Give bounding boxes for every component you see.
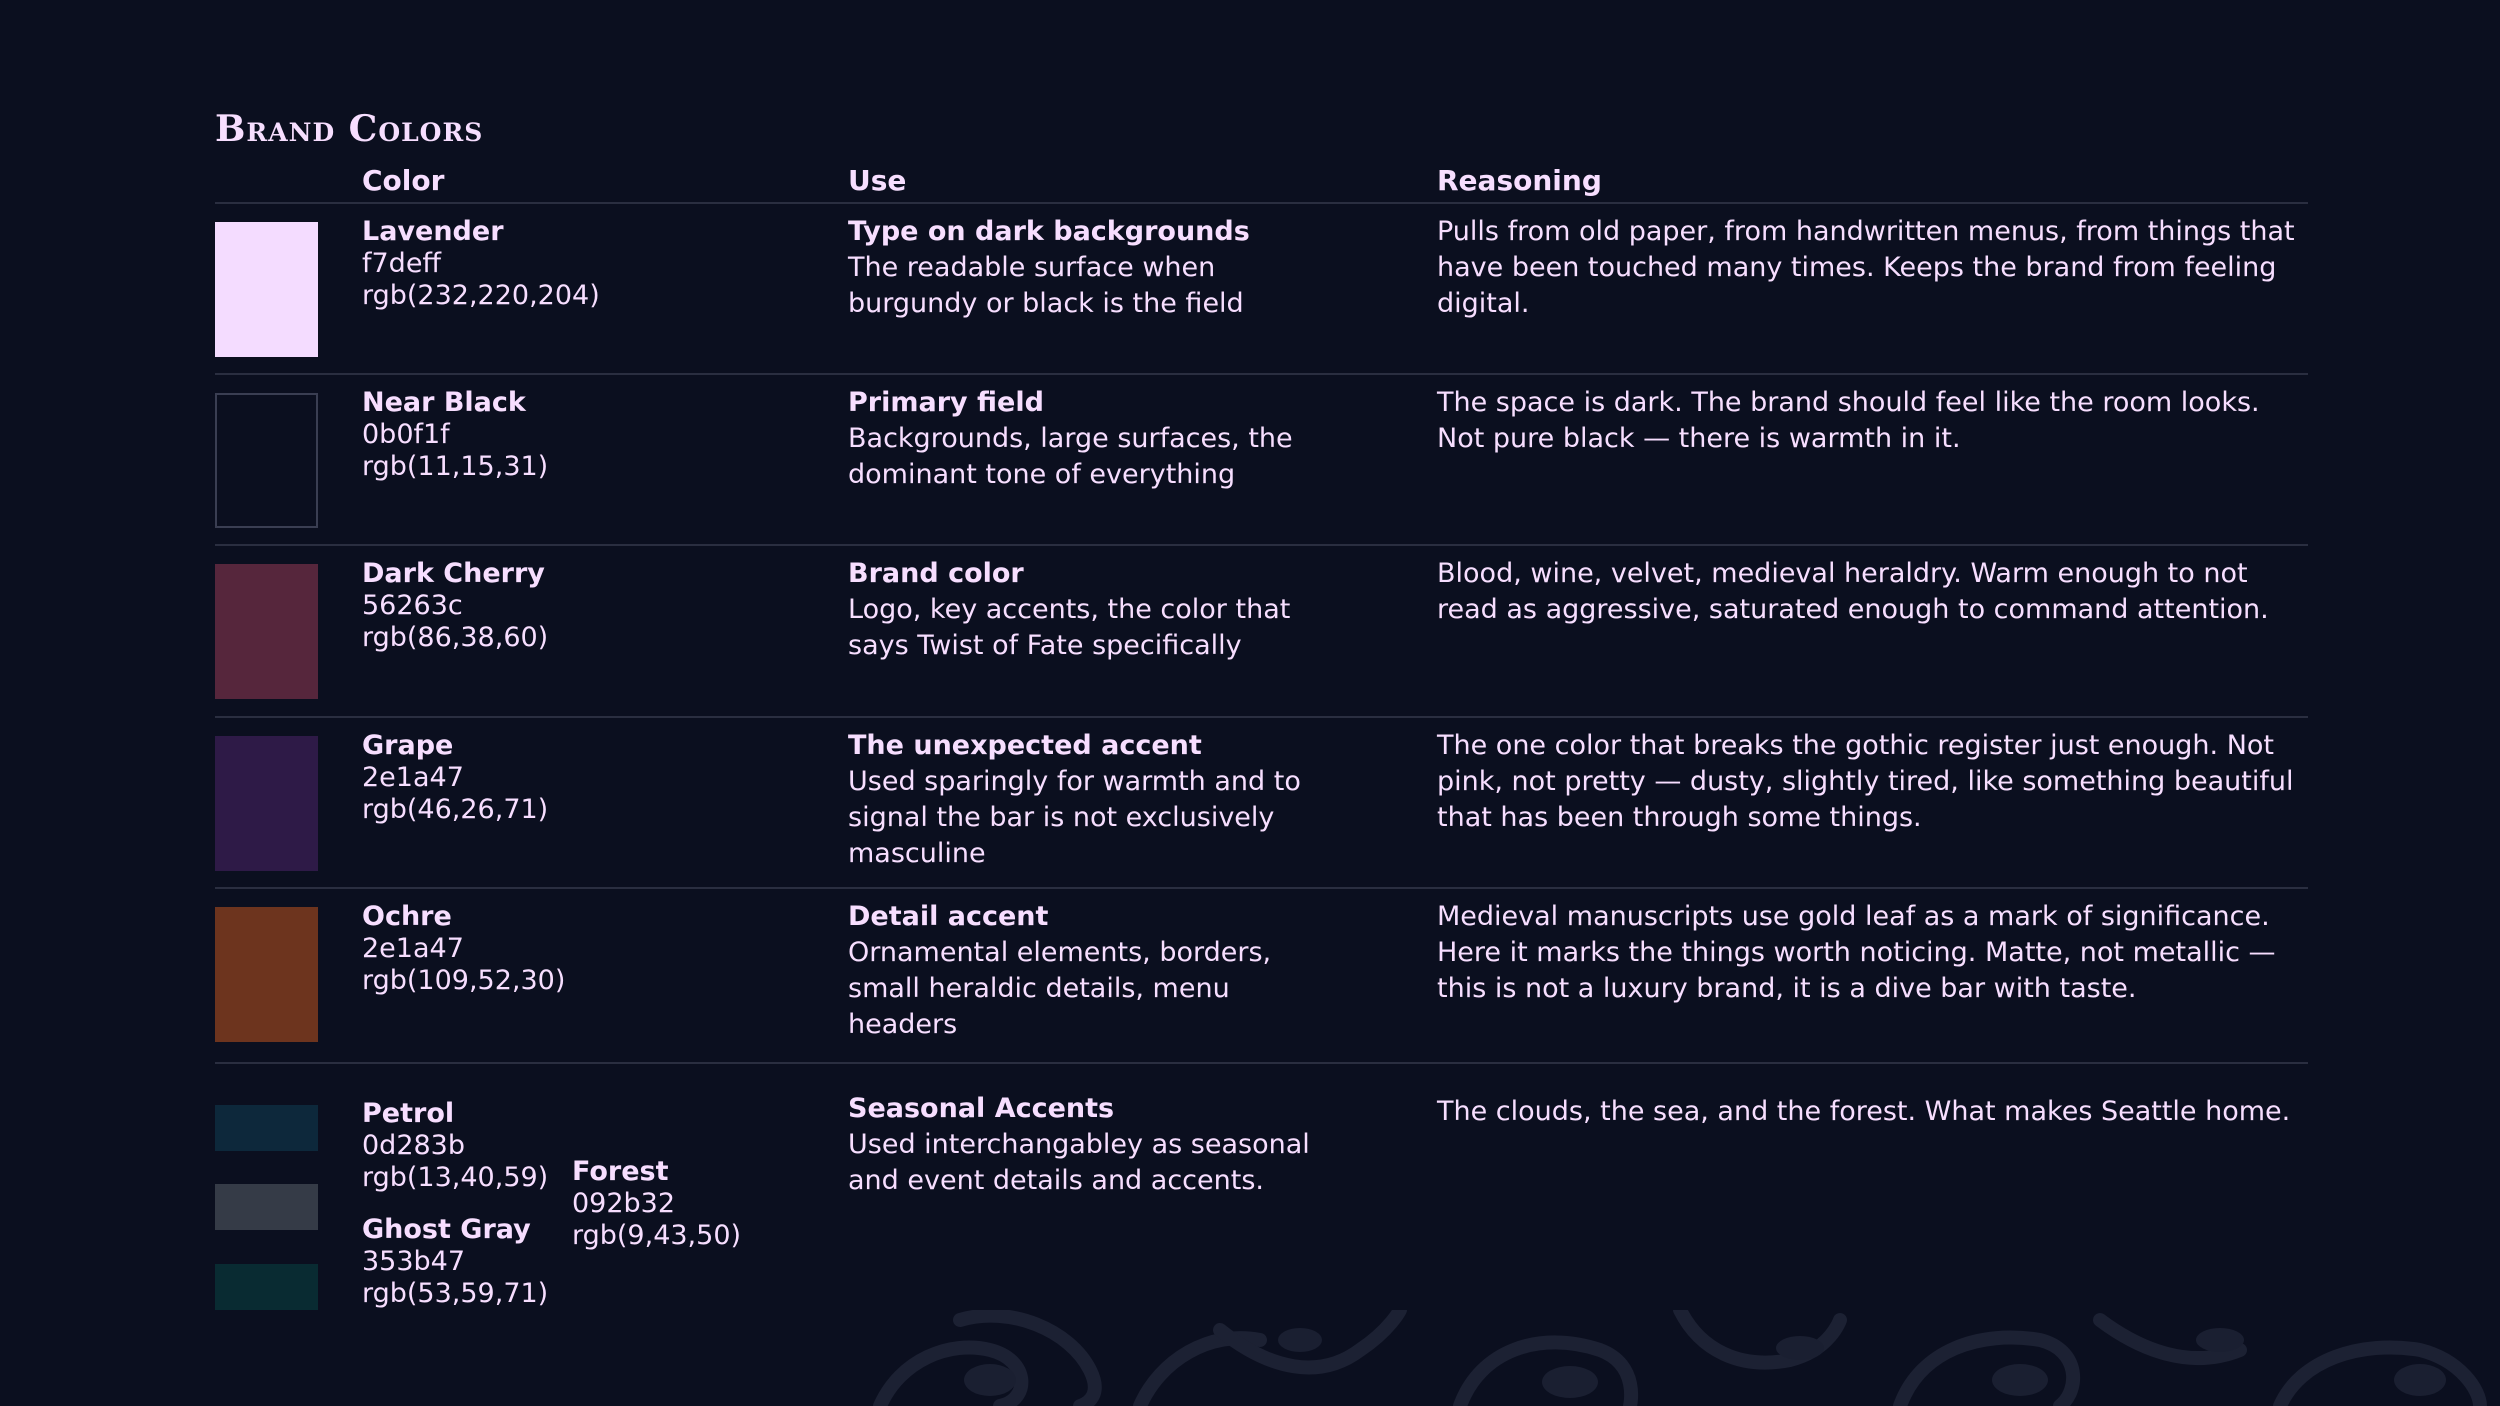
use-title: The unexpected accent (848, 730, 1202, 761)
divider (215, 544, 2308, 546)
use-title: Seasonal Accents (848, 1093, 1115, 1124)
reasoning-text: Blood, wine, velvet, medieval heraldry. Warm enough to not read as aggressive, saturated enough to command attention. (1437, 558, 2269, 625)
color-name: Ghost Gray (362, 1214, 531, 1245)
color-name: Grape (362, 730, 454, 761)
use-description: Used sparingly for warmth and to signal the bar is not exclusively masculine (848, 766, 1301, 869)
swatch-ghost-gray (215, 1184, 318, 1230)
color-hex: 56263c (362, 590, 463, 621)
reasoning-text: The space is dark. The brand should feel like the room looks. Not pure black — there is warmth in it. (1437, 387, 2260, 454)
column-header-reasoning: Reasoning (1437, 164, 1602, 197)
swatch-grape (215, 736, 318, 871)
use-title: Type on dark backgrounds (848, 216, 1250, 247)
color-rgb: rgb(46,26,71) (362, 794, 549, 825)
swatch-petrol (215, 1105, 318, 1151)
swatch-ochre (215, 907, 318, 1042)
divider (215, 1062, 2308, 1064)
reasoning-text: Pulls from old paper, from handwritten menus, from things that have been touched many times. Keeps the brand from feeling digital. (1437, 216, 2295, 319)
swatch-near-black (215, 393, 318, 528)
use-description: Logo, key accents, the color that says Twist of Fate specifically (848, 594, 1291, 661)
color-name: Forest (572, 1156, 669, 1187)
use-title: Brand color (848, 558, 1024, 589)
reasoning-text: The clouds, the sea, and the forest. What makes Seattle home. (1437, 1096, 2291, 1127)
ornament-pattern (840, 1310, 2500, 1406)
color-name: Ochre (362, 901, 452, 932)
use-description: The readable surface when burgundy or black is the field (848, 252, 1244, 319)
color-rgb: rgb(53,59,71) (362, 1278, 549, 1309)
divider (215, 887, 2308, 889)
divider (215, 202, 2308, 204)
swatch-dark-cherry (215, 564, 318, 699)
color-hex: 2e1a47 (362, 762, 464, 793)
column-header-color: Color (362, 164, 445, 197)
color-hex: 0d283b (362, 1130, 465, 1161)
divider (215, 716, 2308, 718)
color-hex: 2e1a47 (362, 933, 464, 964)
color-rgb: rgb(232,220,204) (362, 280, 600, 311)
swatch-lavender (215, 222, 318, 357)
color-hex: f7deff (362, 248, 442, 279)
color-rgb: rgb(13,40,59) (362, 1162, 549, 1193)
color-hex: 092b32 (572, 1188, 676, 1219)
color-rgb: rgb(9,43,50) (572, 1220, 742, 1251)
color-rgb: rgb(109,52,30) (362, 965, 566, 996)
divider (215, 373, 2308, 375)
reasoning-text: Medieval manuscripts use gold leaf as a mark of significance. Here it marks the things worth noticing. Matte, not metallic — this is not a luxury brand, it is a dive bar with taste. (1437, 901, 2276, 1004)
use-description: Backgrounds, large surfaces, the dominant tone of everything (848, 423, 1293, 490)
color-name: Near Black (362, 387, 526, 418)
color-rgb: rgb(86,38,60) (362, 622, 549, 653)
use-description: Used interchangabley as seasonal and event details and accents. (848, 1129, 1310, 1196)
swatch-forest (215, 1264, 318, 1310)
use-title: Primary field (848, 387, 1044, 418)
reasoning-text: The one color that breaks the gothic register just enough. Not pink, not pretty — dusty, slightly tired, like something beautiful that has been through some things. (1437, 730, 2294, 833)
color-name: Dark Cherry (362, 558, 545, 589)
page-title: Brand Colors (215, 108, 484, 150)
use-title: Detail accent (848, 901, 1049, 932)
column-header-use: Use (848, 164, 907, 197)
color-name: Lavender (362, 216, 504, 247)
color-hex: 353b47 (362, 1246, 466, 1277)
color-hex: 0b0f1f (362, 419, 450, 450)
use-description: Ornamental elements, borders, small heraldic details, menu headers (848, 937, 1272, 1040)
color-rgb: rgb(11,15,31) (362, 451, 549, 482)
color-name: Petrol (362, 1098, 455, 1129)
